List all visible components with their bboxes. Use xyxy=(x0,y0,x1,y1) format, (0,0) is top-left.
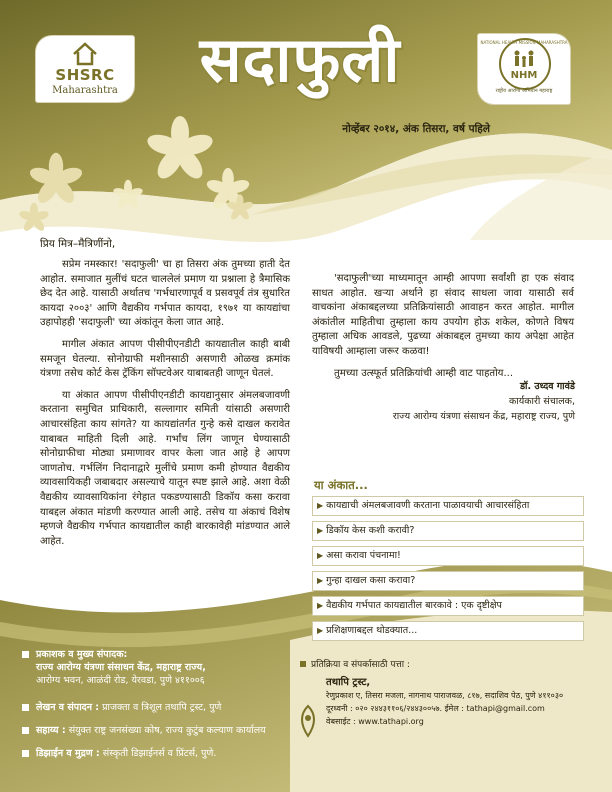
contents-item[interactable] xyxy=(312,596,584,616)
nhm-subtitle: राष्ट्रीय आरोग्य अभियान महाराष्ट्र xyxy=(495,88,553,94)
contents-item[interactable] xyxy=(312,571,584,591)
contact-org: तथापि ट्रस्ट, xyxy=(326,677,371,688)
square-bullet-icon xyxy=(300,661,306,667)
paragraph: मागील अंकात आपण पीसीपीएनडीटी कायद्यातील काही बाबी समजून घेतल्या. सोनोग्राफी मशीनसाठी असणारी ओळख क्रमांक यंत्रणा तसेच कोर्ट केस ट्रॅकिंग सॉफ्टवेअर याबाबतही जाणून घेतलं. xyxy=(40,338,290,380)
nhm-ring-text: NATIONAL HEALTH MISSION MAHARASHTRA xyxy=(480,40,568,45)
design-credit xyxy=(22,747,292,760)
contact-title xyxy=(300,657,410,670)
design-label: डिझाईन व मुद्रण : xyxy=(36,748,100,759)
masthead-title: सदाफुली xyxy=(199,23,401,96)
contact-title-text: प्रतिक्रिया व संपर्कासाठी पत्ता : xyxy=(311,660,410,670)
contents-item-label: कायद्याची अंमलबजावणी करताना पाळावयाची आचारसंहिता xyxy=(326,500,530,511)
logo-left-subtitle: Maharashtra xyxy=(52,85,118,96)
letter-right-column xyxy=(312,272,574,388)
bullet-icon: ▶ xyxy=(317,626,324,635)
contents-title: या अंकात... xyxy=(314,478,368,492)
signature-org: राज्य आरोग्य यंत्रणा संसाधन केंद्र, महाराष्ट्र राज्य, पुणे xyxy=(392,411,575,422)
writing-credit xyxy=(22,701,292,714)
contents-item[interactable] xyxy=(312,496,584,516)
contact-phone[interactable]: दूरध्वनी : ०२० २४४३११०६/२४४३००५७. ईमेल : tathapi@gmail.com xyxy=(326,704,545,713)
contact-details xyxy=(326,676,602,728)
bullet-icon: ▶ xyxy=(317,576,324,585)
publisher-org: राज्य आरोग्य यंत्रणा संसाधन केंद्र, महाराष्ट्र राज्य, xyxy=(36,662,206,673)
contents-list xyxy=(312,496,584,646)
publisher-block xyxy=(22,648,292,687)
logo-left-title: SHSRC xyxy=(55,66,115,84)
bullet-icon: ▶ xyxy=(317,501,324,510)
shsrc-logo xyxy=(36,36,134,102)
contents-item[interactable] xyxy=(312,546,584,566)
contents-item-label: गुन्हा दाखल कसा करावा? xyxy=(326,575,416,586)
contents-item-label: असा करावा पंचनामा! xyxy=(326,550,401,561)
house-icon xyxy=(72,42,98,66)
support-credit xyxy=(22,724,292,737)
square-bullet-icon xyxy=(22,651,29,658)
issue-info: नोव्हेंबर २०१४, अंक तिसरा, वर्ष पहिले xyxy=(342,123,490,135)
contact-website[interactable]: वेबसाईट : www.tathapi.org xyxy=(326,717,424,726)
family-icon xyxy=(512,50,536,68)
signature-role: कार्यकारी संचालक, xyxy=(508,396,575,407)
writing-value: प्राजक्ता व त्रिशूल तथापि ट्रस्ट, पुणे xyxy=(102,702,222,713)
contents-item-label: प्रशिक्षणाबद्दल थोडक्यात... xyxy=(326,625,418,636)
contents-item[interactable] xyxy=(312,621,584,641)
paragraph: तुमच्या उत्स्फूर्त प्रतिक्रियांची आम्ही वाट पाहतोय... xyxy=(334,367,514,379)
design-value: संस्कृती डिझाईनर्स व प्रिंटर्स, पुणे. xyxy=(102,748,217,759)
letter-left-column xyxy=(40,258,290,556)
writing-label: लेखन व संपादन : xyxy=(36,702,100,713)
contents-item-label: वैद्यकीय गर्भपात कायद्यातील बारकावे : एक दृष्टीक्षेप xyxy=(326,600,502,611)
bullet-icon: ▶ xyxy=(317,601,324,610)
contact-address: रेणुप्रकाश ए, तिसरा मजला, नागनाथ पाराजवळ, ८१७, सदाशिव पेठ, पुणे ४११०३० xyxy=(326,691,564,700)
square-bullet-icon xyxy=(22,750,29,757)
paragraph: 'सदाफुली'च्या माध्यमातून आम्ही आपणा सर्वांशी हा एक संवाद साधत आहोत. खऱ्या अर्थाने हा संवाद साधला जावा यासाठी सर्व वाचकांना अंकाबद्दलच्या प्रतिक्रियांसाठी आवाहन करत आहोत. मागील अंकांतील माहितीचा तुम्हाला काय उपयोग होऊ शकेल, कोणते विषय तुम्हाला अधिक आवडले, पुढच्या अंकाबद्दल तुमच्या काय अपेक्षा आहेत याविषयी आम्हाला जरूर कळवा! xyxy=(312,273,574,357)
nhm-label: NHM xyxy=(510,70,538,81)
paragraph: सप्रेम नमस्कार! 'सदाफुली' चा हा तिसरा अंक तुमच्या हाती देत आहोत. समाजात मुलींचं घटत चाललेलं प्रमाण या प्रश्नाला हे त्रैमासिक छेद देत आहे. यासाठी अर्थातच 'गर्भधारणापूर्व व प्रसवपूर्व तंत्र सुधारित कायदा २००३' आणि वैद्यकीय गर्भपात कायदा, १९७१ या कायद्यांचा उहापोहही 'सदाफुली' च्या अंकांतून केला जात आहे. xyxy=(40,259,290,329)
bullet-icon: ▶ xyxy=(317,551,324,560)
contents-item-label: डिकॉय केस कशी करावी? xyxy=(326,525,415,536)
greeting: प्रिय मित्र–मैत्रिणींनो, xyxy=(40,238,116,250)
publisher-address: आरोग्य भवन, आळंदी रोड, येरवडा, पुणे ४११००६ xyxy=(36,675,205,686)
paragraph: या अंकात आपण पीसीपीएनडीटी कायद्यानुसार अंमलबजावणी करताना समुचित प्राधिकारी, सल्लागार समिती यांसाठी असणारी आचारसंहिता काय सांगते? या कायद्यांतर्गत गुन्हे कसे दाखल करावेत याबाबत माहिती दिली आहे. गर्भांच लिंग जाणून घेण्यासाठी सोनोग्राफीचा मोठ्या प्रमाणावर वापर केला जात आहे हे आपण जाणतोच. गर्भलिंग निदानाद्वारे मुलींचे प्रमाण कमी होण्यात वैद्यकीय व्यावसायिकही जबाबदार असल्याचे यातून स्पष्ट झाले आहे. अशा वेळी वैद्यकीय व्यावसायिकांना रंगेहात पकडण्यासाठी डिकॉय कसा करावा याबद्दल अंकात मांडणी करण्यात आली आहे. तसेच या अंकाचं विशेष म्हणजे वैद्यकीय गर्भपात कायद्यातील काही बारकावेही मांडण्यात आले आहेत. xyxy=(40,389,290,547)
bullet-icon: ▶ xyxy=(317,526,324,535)
signature-name: डॉ. उध्दव गावंडे xyxy=(519,381,575,392)
tathapi-logo-icon xyxy=(296,704,320,738)
publisher-label: प्रकाशक व मुख्य संपादक: xyxy=(36,649,128,660)
support-label: सहाय्य : xyxy=(36,725,66,736)
nhm-logo xyxy=(478,34,570,104)
contents-item[interactable] xyxy=(312,521,584,541)
square-bullet-icon xyxy=(22,704,29,711)
square-bullet-icon xyxy=(22,727,29,734)
footer-credits xyxy=(22,648,292,760)
support-value: संयुक्त राष्ट्र जनसंख्या कोष, राज्य कुटुंब कल्याण कार्यालय xyxy=(68,725,266,736)
